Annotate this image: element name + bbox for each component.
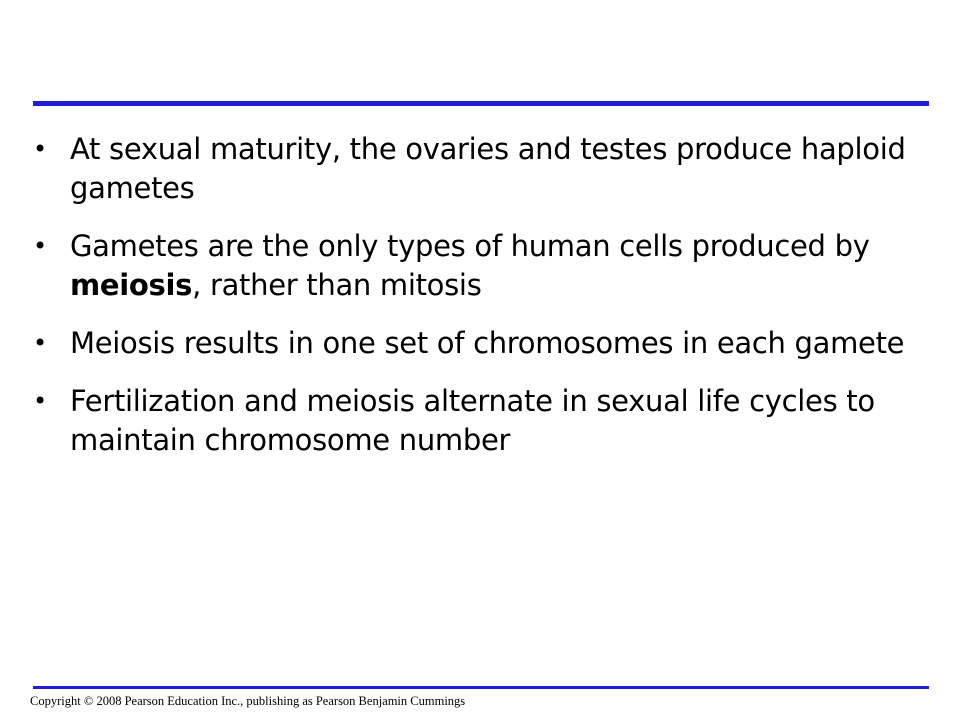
bullet-item bbox=[30, 382, 910, 460]
bullet-icon: • bbox=[33, 232, 47, 260]
bullet-icon: • bbox=[33, 135, 47, 163]
bullet-text-before: Gametes are the only types of human cells produced by bbox=[70, 229, 870, 263]
bullet-icon: • bbox=[33, 387, 47, 415]
bullet-item bbox=[30, 324, 910, 363]
bullet-text bbox=[70, 229, 870, 302]
bullet-item bbox=[30, 130, 910, 208]
bullet-text-after: , rather than mitosis bbox=[192, 268, 482, 302]
bullet-item bbox=[30, 227, 910, 305]
copyright-notice: Copyright © 2008 Pearson Education Inc., publishing as Pearson Benjamin Cummings bbox=[30, 694, 466, 708]
bullet-text: At sexual maturity, the ovaries and testes produce haploid gametes bbox=[70, 132, 906, 205]
bottom-divider-line bbox=[33, 686, 929, 689]
bullet-text: Meiosis results in one set of chromosomes in each gamete bbox=[70, 326, 905, 360]
bullet-list bbox=[30, 130, 910, 479]
bullet-icon: • bbox=[33, 329, 47, 357]
bullet-text: Fertilization and meiosis alternate in sexual life cycles to maintain chromosome number bbox=[70, 384, 875, 457]
top-divider-line bbox=[33, 101, 929, 106]
bullet-text-emphasis: meiosis bbox=[70, 268, 193, 302]
